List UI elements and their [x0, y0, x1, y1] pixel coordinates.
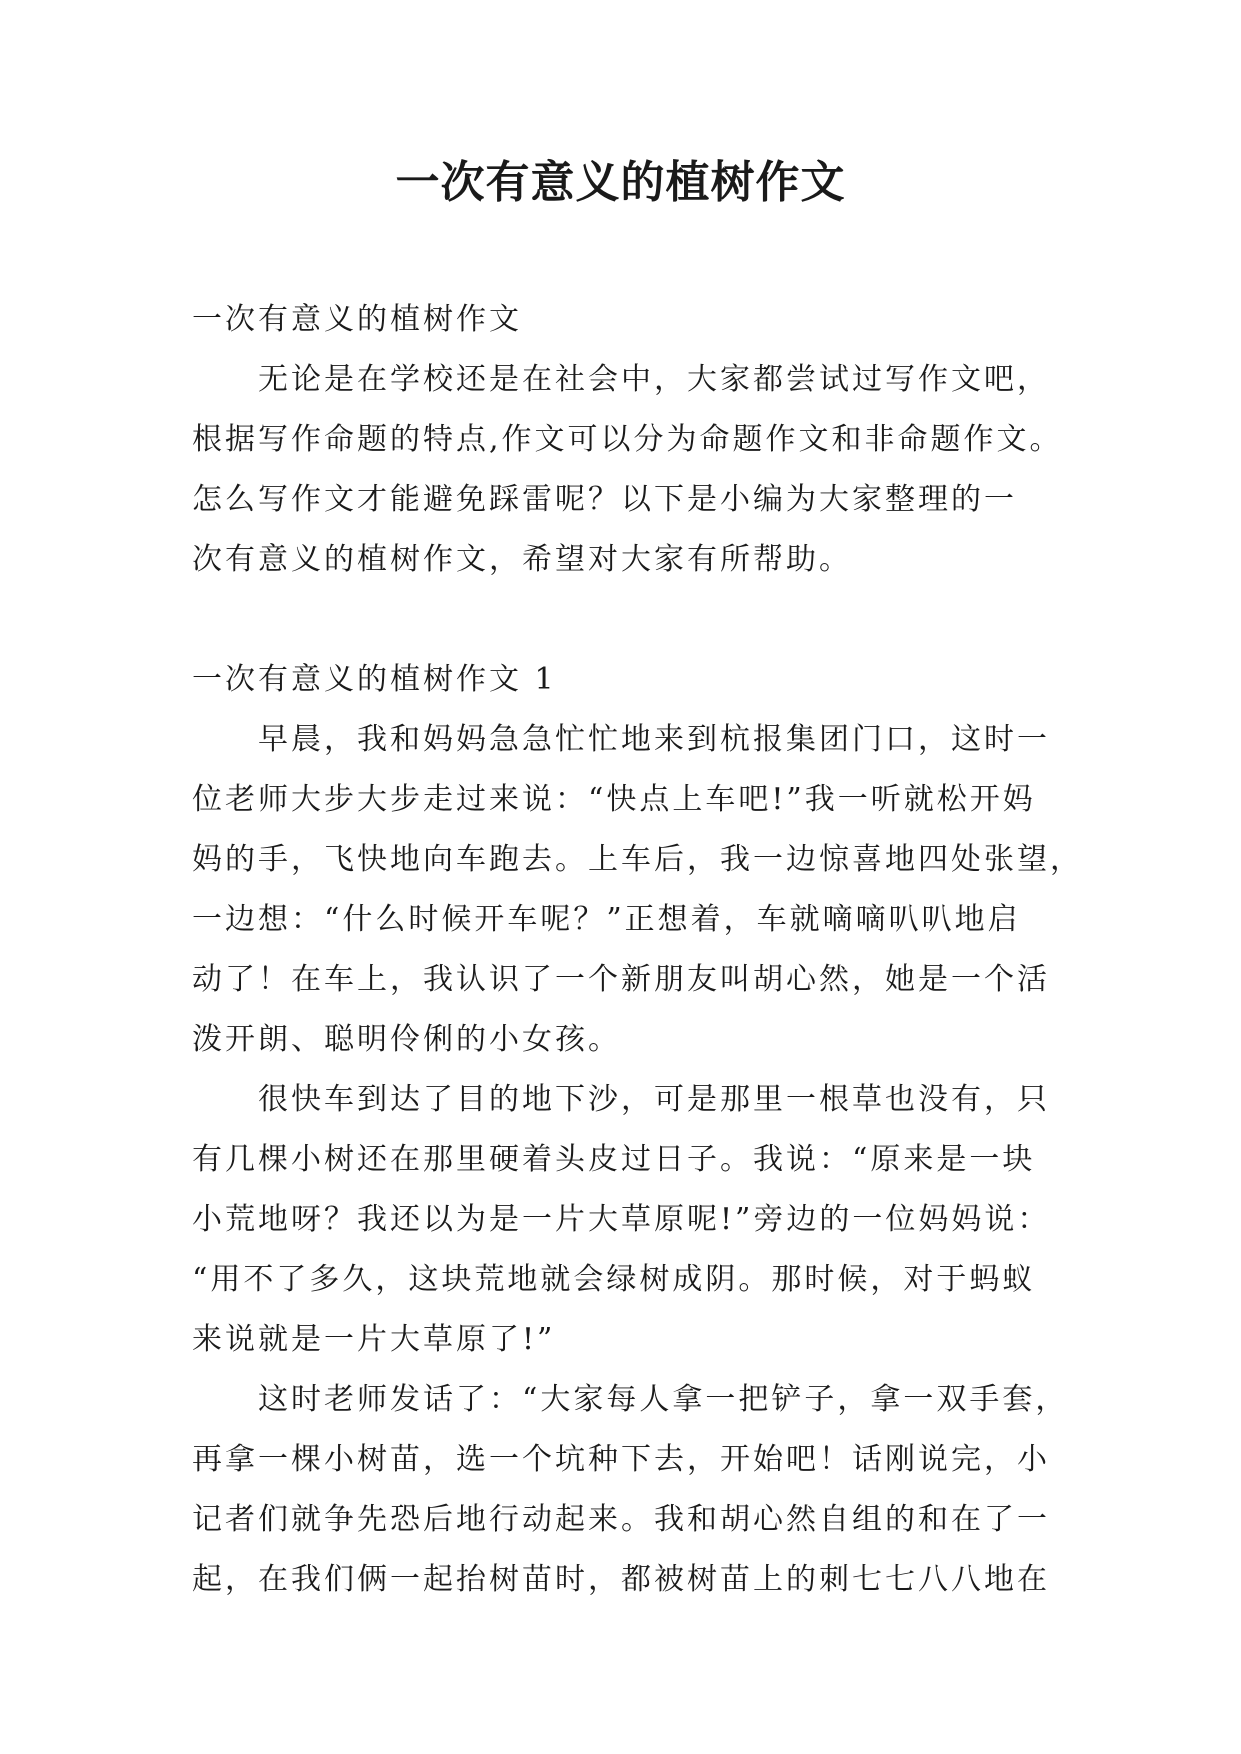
intro-heading: 一次有意义的植树作文 [192, 302, 522, 337]
document-title: 一次有意义的植树作文 [395, 157, 846, 208]
essay-line: 有几棵小树还在那里硬着头皮过日子。我说：“原来是一块 [192, 1142, 1036, 1177]
essay-line: 泼开朗、聪明伶俐的小女孩。 [192, 1022, 621, 1057]
essay-line: 很快车到达了目的地下沙，可是那里一根草也没有，只 [258, 1082, 1050, 1117]
intro-line: 怎么写作文才能避免踩雷呢？以下是小编为大家整理的一 [192, 482, 1017, 517]
paragraph-spacer [192, 590, 1082, 650]
essay-line: 早晨，我和妈妈急急忙忙地来到杭报集团门口，这时一 [258, 722, 1050, 757]
intro-line: 无论是在学校还是在社会中，大家都尝试过写作文吧， [258, 362, 1050, 397]
intro-line: 根据写作命题的特点,作文可以分为命题作文和非命题作文。 [192, 422, 1063, 457]
document-body [192, 290, 1082, 1610]
essay-line: 妈的手，飞快地向车跑去。上车后，我一边惊喜地四处张望， [192, 842, 1083, 877]
intro-line: 次有意义的植树作文，希望对大家有所帮助。 [192, 542, 852, 577]
essay-line: 起，在我们俩一起抬树苗时，都被树苗上的刺七七八八地在 [192, 1562, 1050, 1597]
essay-line: “用不了多久，这块荒地就会绿树成阴。那时候，对于蚂蚁 [192, 1262, 1036, 1297]
essay-line: 位老师大步大步走过来说：“快点上车吧!”我一听就松开妈 [192, 782, 1036, 817]
essay-heading: 一次有意义的植树作文 1 [192, 662, 557, 697]
essay-line: 小荒地呀？我还以为是一片大草原呢!”旁边的一位妈妈说： [192, 1202, 1051, 1237]
essay-line: 这时老师发话了：“大家每人拿一把铲子，拿一双手套， [258, 1382, 1069, 1417]
essay-line: 记者们就争先恐后地行动起来。我和胡心然自组的和在了一 [192, 1502, 1050, 1537]
essay-line: 一边想：“什么时候开车呢？”正想着，车就嘀嘀叭叭地启 [192, 902, 1021, 937]
essay-line: 再拿一棵小树苗，选一个坑种下去，开始吧！话刚说完，小 [192, 1442, 1050, 1477]
essay-line: 动了！在车上，我认识了一个新朋友叫胡心然，她是一个活 [192, 962, 1050, 997]
essay-line: 来说就是一片大草原了!” [192, 1322, 556, 1357]
